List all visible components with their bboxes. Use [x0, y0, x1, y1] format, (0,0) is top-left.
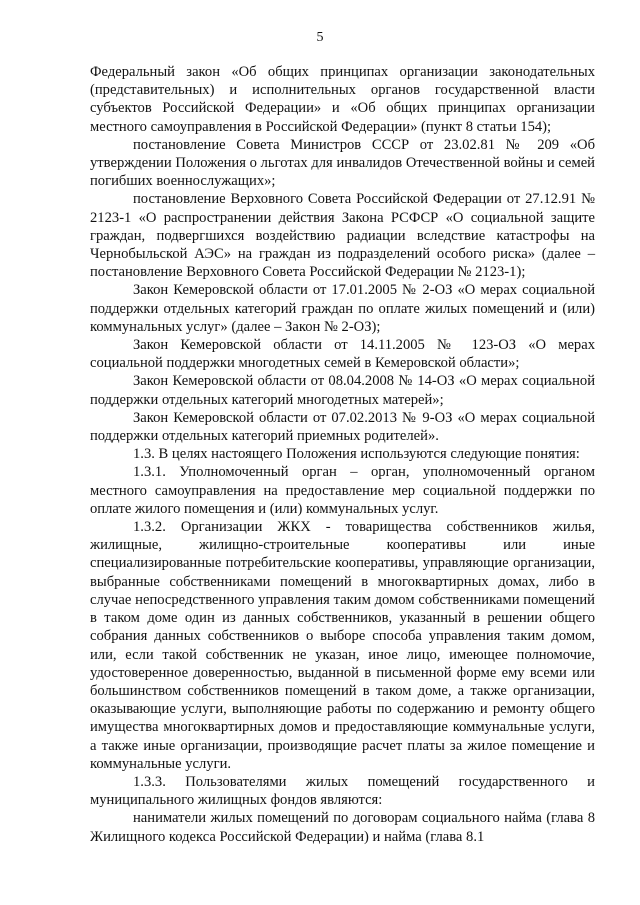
page-number: 5: [316, 30, 324, 45]
paragraph-kemerovo-law-14-oz: Закон Кемеровской области от 08.04.2008 № 14-ОЗ «О мерах социальной поддержки отдельных категорий многодетных матерей»;: [90, 373, 595, 408]
paragraph-supreme-council-resolution: постановление Верховного Совета Российской Федерации от 27.12.91 № 2123-1 «О распространении действия Закона РСФСР «О социальной защите граждан, подвергшихся воздействию радиации вследствие катастрофы на Чернобыльской АЭС» на граждан из подразделений особого риска» (далее – постановление Верховного Совета Российской Федерации № 2123-1);: [90, 191, 595, 281]
paragraph-tenants: наниматели жилых помещений по договорам социального найма (глава 8 Жилищного кодекса Российской Федерации) и найма (глава 8.1: [90, 810, 595, 845]
paragraph-federal-law: Федеральный закон «Об общих принципах организации законодательных (представительных) и исполнительных органов государственной власти субъектов Российской Федерации» и «Об общих принципах организации местного самоуправления в Российской Федерации» (пункт 8 статьи 154);: [90, 64, 595, 135]
paragraph-section-1-3: 1.3. В целях настоящего Положения используются следующие понятия:: [133, 446, 580, 463]
document-body: [90, 63, 595, 846]
paragraph-section-1-3-2: 1.3.2. Организации ЖКХ - товарищества собственников жилья, жилищные, жилищно-строительные кооперативы или иные специализированные потребительские кооперативы, управляющие организации, выбранные собственниками помещений в многоквартирных домах, либо в случае непосредственного управления таким домом собственниками помещений в таком доме один из данных собственников, указанный в решении общего собрания данных собственников о выборе способа управления таким домом, или, если такой собственник не указан, иное лицо, имеющее полномочие, удостоверенное доверенностью, выданной в письменной форме ему всеми или большинством собственников помещений в таком доме, а также организации, оказывающие услуги, выполняющие работы по содержанию и ремонту общего имущества многоквартирных домов и предоставляющие коммунальные услуги, а также иные организации, производящие расчет платы за жилое помещение и коммунальные услуги.: [90, 519, 595, 772]
paragraph-section-1-3-1: 1.3.1. Уполномоченный орган – орган, уполномоченный органом местного самоуправления на предоставление мер социальной поддержки по оплате жилого помещения и (или) коммунальных услуг.: [90, 464, 595, 517]
paragraph-section-1-3-3: 1.3.3. Пользователями жилых помещений государственного и муниципального жилищных фондов являются:: [90, 773, 595, 809]
paragraph-kemerovo-law-123-oz: Закон Кемеровской области от 14.11.2005 № 123-ОЗ «О мерах социальной поддержки многодетных семей в Кемеровской области»;: [90, 337, 595, 372]
paragraph-kemerovo-law-9-oz: Закон Кемеровской области от 07.02.2013 № 9-ОЗ «О мерах социальной поддержки отдельных категорий приемных родителей».: [90, 409, 595, 445]
paragraph-kemerovo-law-2-oz: Закон Кемеровской области от 17.01.2005 № 2-ОЗ «О мерах социальной поддержки отдельных категорий граждан по оплате жилых помещений и (или) коммунальных услуг» (далее – Закон № 2-ОЗ);: [90, 282, 595, 335]
paragraph-ussr-resolution: постановление Совета Министров СССР от 23.02.81 № 209 «Об утверждении Положения о льготах для инвалидов Отечественной войны и семей погибших военнослужащих»;: [90, 136, 595, 190]
